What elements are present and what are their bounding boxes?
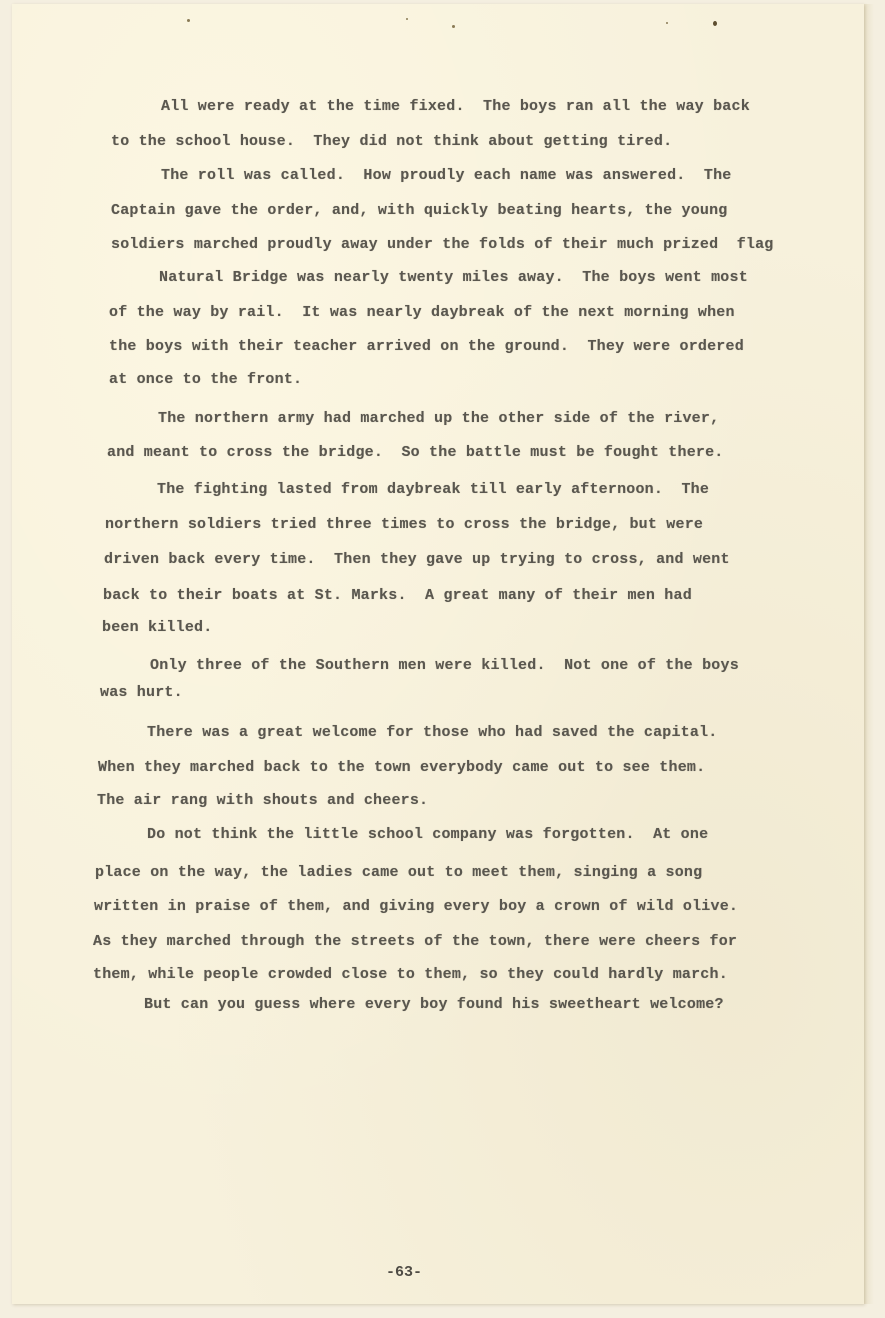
text-line: The fighting lasted from daybreak till early afternoon. The — [157, 481, 710, 498]
text-line: them, while people crowded close to them, so they could hardly march. — [93, 966, 728, 983]
text-line: As they marched through the streets of the town, there were cheers for — [93, 933, 738, 950]
text-line: back to their boats at St. Marks. A great many of their men had — [103, 587, 692, 604]
paper-speck — [187, 19, 190, 22]
text-line: driven back every time. Then they gave up trying to cross, and went — [104, 551, 730, 568]
text-line: Natural Bridge was nearly twenty miles away. The boys went most — [159, 269, 748, 286]
text-line: and meant to cross the bridge. So the battle must be fought there. — [107, 444, 724, 461]
typewritten-page — [12, 4, 864, 1304]
text-line: been killed. — [102, 619, 213, 636]
paper-speck — [406, 18, 408, 20]
text-line: There was a great welcome for those who had saved the capital. — [147, 724, 718, 741]
text-line: The air rang with shouts and cheers. — [97, 792, 429, 809]
text-line: When they marched back to the town everybody came out to see them. — [98, 759, 706, 776]
text-line: Captain gave the order, and, with quickly beating hearts, the young — [111, 202, 728, 219]
text-line: place on the way, the ladies came out to meet them, singing a song — [95, 864, 703, 881]
text-line: the boys with their teacher arrived on the ground. They were ordered — [109, 338, 744, 355]
text-line: But can you guess where every boy found his sweetheart welcome? — [144, 996, 724, 1013]
text-line: Only three of the Southern men were killed. Not one of the boys — [150, 657, 739, 674]
paper-speck — [452, 25, 455, 28]
text-line: northern soldiers tried three times to cross the bridge, but were — [105, 516, 704, 533]
text-line: to the school house. They did not think about getting tired. — [111, 133, 673, 150]
text-line: written in praise of them, and giving every boy a crown of wild olive. — [94, 898, 739, 915]
text-line: The northern army had marched up the other side of the river, — [158, 410, 720, 427]
paper-edge — [864, 4, 874, 1304]
text-line: at once to the front. — [109, 371, 303, 388]
text-line: Do not think the little school company was forgotten. At one — [147, 826, 709, 843]
text-line: The roll was called. How proudly each name was answered. The — [161, 167, 732, 184]
paper-speck — [666, 22, 668, 24]
page-number: -63- — [386, 1264, 423, 1281]
text-line: of the way by rail. It was nearly daybreak of the next morning when — [109, 304, 735, 321]
text-line: soldiers marched proudly away under the folds of their much prized flag — [111, 236, 774, 253]
text-line: All were ready at the time fixed. The boys ran all the way back — [161, 98, 750, 115]
paper-speck — [713, 21, 717, 26]
text-line: was hurt. — [100, 684, 183, 701]
